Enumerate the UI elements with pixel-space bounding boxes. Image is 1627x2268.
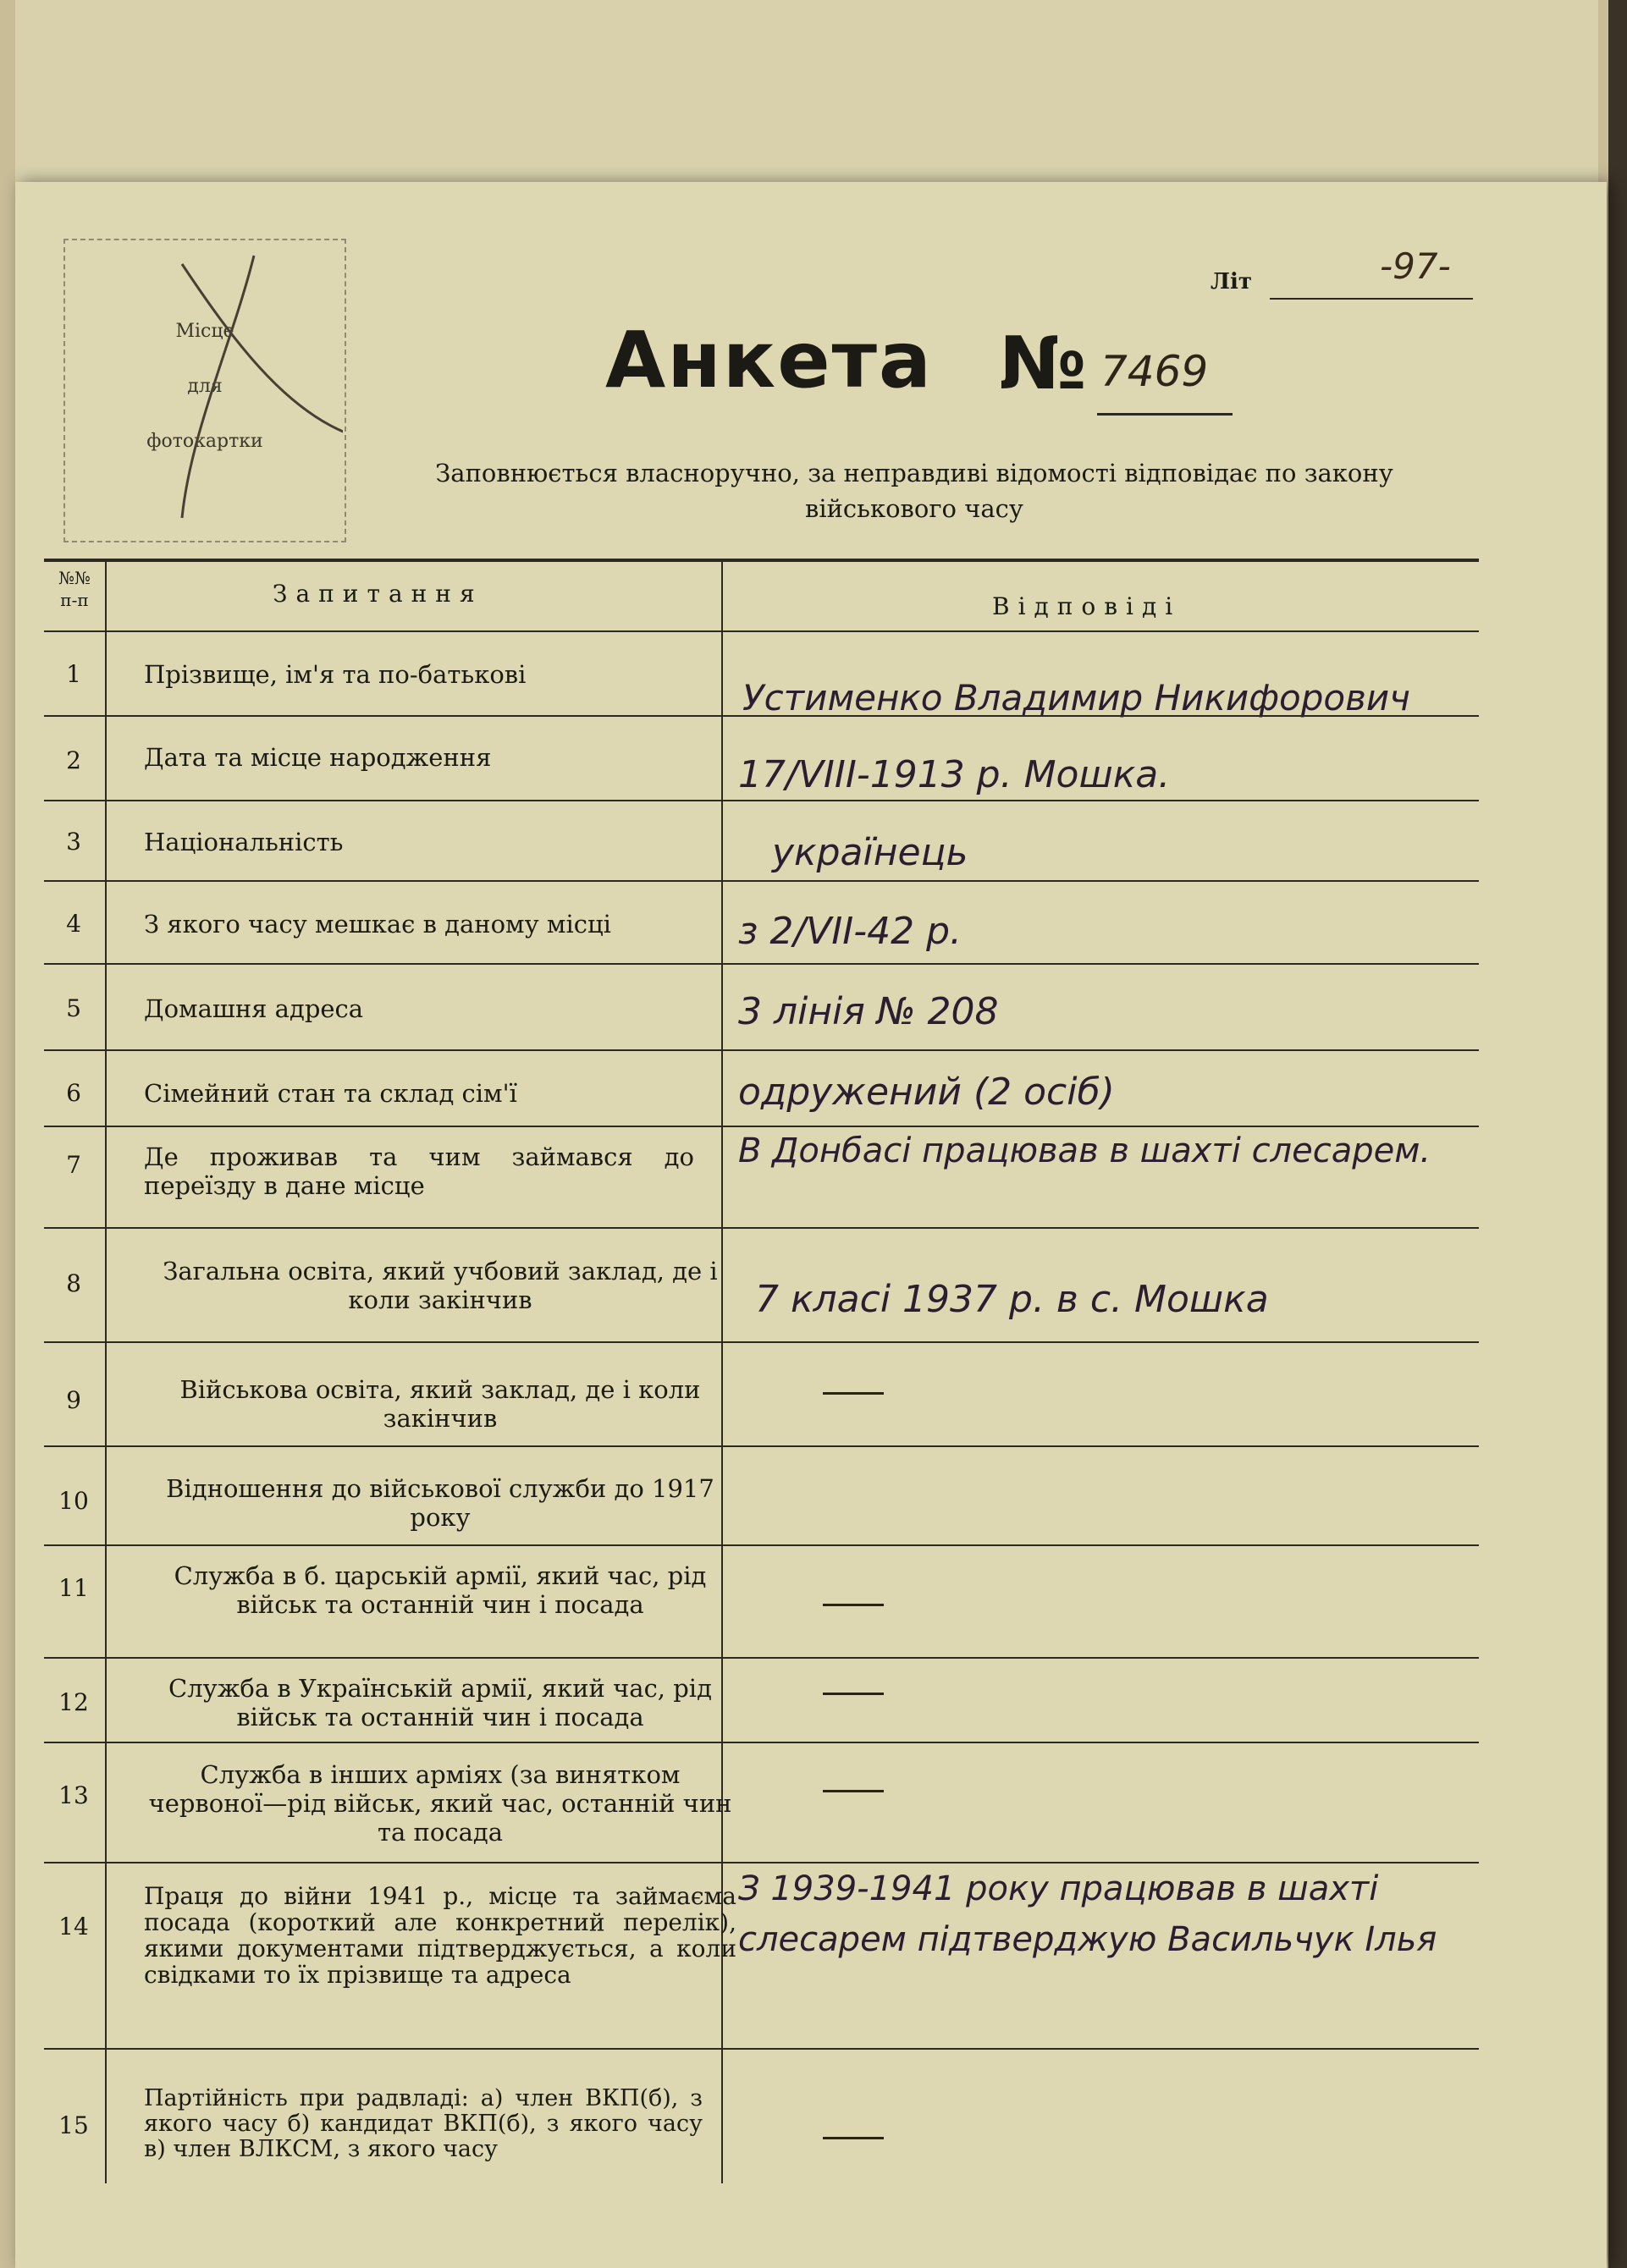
form-number: 7469	[1100, 347, 1209, 396]
row-border	[44, 1742, 1479, 1743]
question-text: Служба в інших арміях (за винятком червоної—рід військ, який час, останній чин та посада	[148, 1760, 732, 1847]
form-title: Анкета	[605, 315, 934, 405]
question-text: З якого часу мешкає в даному місці	[144, 910, 611, 939]
question-text: Військова освіта, який заклад, де і коли закінчив	[179, 1375, 701, 1433]
row-border	[44, 1657, 1479, 1659]
question-text: Дата та місце народження	[144, 743, 492, 772]
question-text: Домашня адреса	[144, 994, 364, 1023]
question-text: Загальна освіта, який учбовий заклад, де і коли закінчив	[163, 1257, 718, 1314]
row-number: 2	[66, 746, 81, 774]
answer-text: українець	[772, 831, 968, 874]
row-border	[44, 963, 1479, 965]
row-number: 5	[66, 994, 81, 1022]
answer-text: з 2/VII-42 р.	[738, 910, 962, 953]
header-border	[44, 630, 1479, 632]
question-text: Служба в б. царській армії, який час, рід військ та останній чин і посада	[174, 1561, 707, 1619]
row-number: 8	[66, 1269, 81, 1297]
row-number: 13	[58, 1781, 89, 1809]
row-number: 14	[58, 1913, 89, 1940]
cross-mark	[63, 239, 343, 539]
lit-value: -97-	[1380, 245, 1451, 287]
answer-text: одружений (2 осіб)	[738, 1071, 1115, 1114]
row-number: 6	[66, 1079, 81, 1107]
row-number: 12	[58, 1688, 89, 1716]
row-border	[44, 2048, 1479, 2050]
question-text: Прізвище, ім'я та по-батькові	[144, 660, 527, 689]
header-number: №№ п-п	[58, 568, 91, 610]
row-number: 1	[66, 660, 81, 688]
answer-text: З 1939-1941 року працював в шахті слесарем підтверджую Васильчук Ілья	[738, 1869, 1437, 1959]
question-text: Відношення до військової служби до 1917 року	[166, 1474, 714, 1532]
header-answer: Відповіді	[992, 592, 1182, 620]
empty-answer-dash	[823, 1604, 884, 1606]
row-number: 3	[66, 828, 81, 856]
answer-text: 3 лінія № 208	[738, 990, 999, 1033]
answer-text: Устименко Владимир Никифорович	[742, 677, 1410, 718]
question-text: Служба в Українській армії, який час, рід військ та останній чин і посада	[168, 1674, 712, 1731]
empty-answer-dash	[823, 1392, 884, 1395]
question-text: Партійність при радвладі: а) член ВКП(б), з якого часу б) кандидат ВКП(б), з якого часу в) член ВЛКСМ, з якого часу	[144, 2085, 703, 2162]
number-sign: №	[999, 322, 1087, 406]
row-number: 11	[58, 1574, 89, 1602]
under-sheet	[15, 0, 1598, 190]
question-text: Праця до війни 1941 р., місце та займаєма посада (короткий але конкретний перелік), якими документами підтверджується, а коли свідками то їх прізвище та адреса	[144, 1882, 736, 1989]
row-border	[44, 880, 1479, 882]
answer-text: 7 класі 1937 р. в с. Мошка	[755, 1278, 1269, 1321]
empty-answer-dash	[823, 1790, 884, 1792]
row-border	[44, 1341, 1479, 1343]
row-border	[44, 1544, 1479, 1546]
questionnaire-table	[44, 559, 1479, 2260]
answer-text: 17/VIII-1913 р. Мошка.	[738, 753, 1171, 796]
row-number: 15	[58, 2111, 89, 2139]
form-subtitle: Заповнюється власноручно, за неправдиві відомості відповідає по закону військового часу	[435, 459, 1393, 523]
row-border	[44, 800, 1479, 801]
photo-label-line3: фотокартки	[146, 431, 263, 452]
lit-label: Літ	[1211, 269, 1252, 295]
row-number: 9	[66, 1386, 81, 1414]
empty-answer-dash	[823, 1693, 884, 1695]
row-number: 4	[66, 910, 81, 938]
header-question: Запитання	[273, 580, 483, 608]
col-divider-num	[105, 559, 107, 2183]
row-border	[44, 1445, 1479, 1447]
question-text: Сімейний стан та склад сім'ї	[144, 1079, 517, 1108]
lit-underline	[1270, 298, 1473, 300]
row-border	[44, 1049, 1479, 1051]
answer-text: В Донбасі працював в шахті слесарем.	[738, 1131, 1431, 1170]
row-border	[44, 1227, 1479, 1229]
table-top-border	[44, 559, 1479, 562]
question-text: Національність	[144, 828, 344, 856]
empty-answer-dash	[823, 2137, 884, 2139]
row-border	[44, 715, 1479, 717]
row-number: 7	[66, 1151, 81, 1179]
row-number: 10	[58, 1487, 89, 1515]
question-text: Де проживав та чим займався до переїзду в дане місце	[144, 1142, 694, 1200]
photo-label-line1: Місце	[175, 321, 234, 342]
number-underline	[1097, 413, 1233, 416]
photo-label-line2: для	[187, 376, 223, 397]
